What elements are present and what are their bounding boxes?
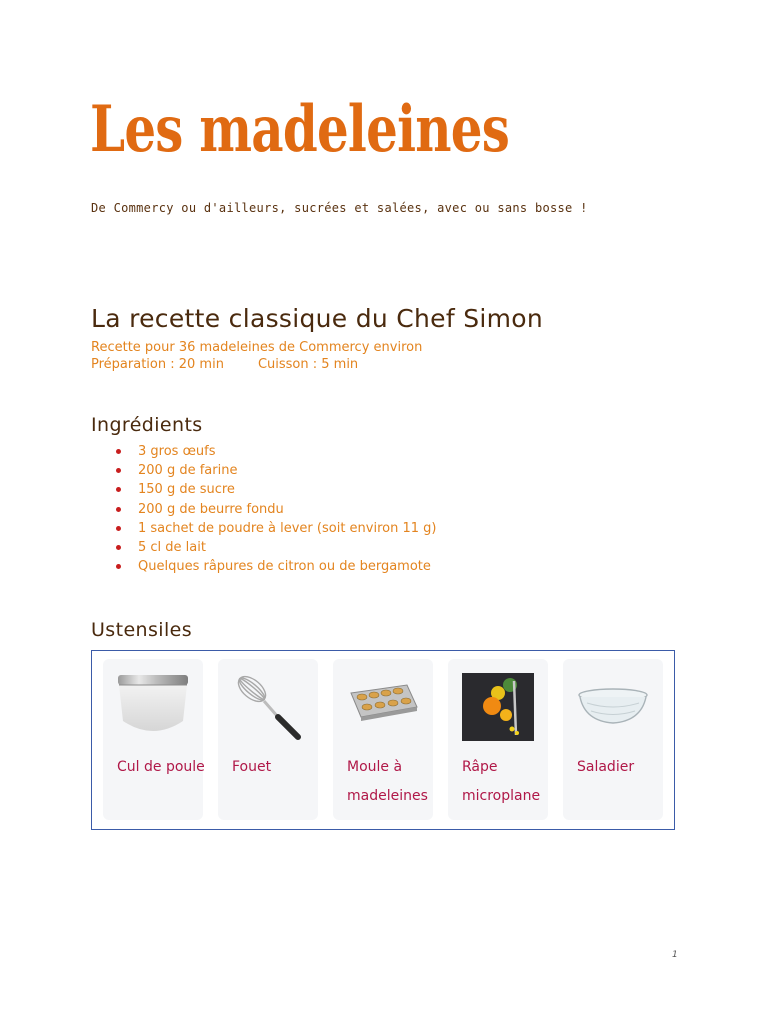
tool-label: Moule à madeleines — [347, 759, 428, 804]
ingredient-item: 1 sachet de poudre à lever (soit environ 11 g) — [116, 519, 436, 538]
tool-label: Cul de poule — [117, 759, 205, 775]
whisk-icon — [232, 673, 304, 741]
mixing-bowl-steel-icon — [117, 673, 189, 741]
tool-card-fouet[interactable] — [218, 659, 318, 820]
ingredients-heading: Ingrédients — [91, 414, 203, 436]
tool-card-saladier[interactable] — [563, 659, 663, 820]
ingredient-item: Quelques râpures de citron ou de bergamote — [116, 557, 436, 576]
recipe-heading: La recette classique du Chef Simon — [91, 304, 544, 333]
page-number: 1 — [672, 950, 678, 960]
tool-card-rape[interactable] — [448, 659, 548, 820]
tool-label: Fouet — [232, 759, 272, 775]
prep-time: Préparation : 20 min — [91, 357, 224, 372]
madeleine-mold-icon — [347, 673, 419, 741]
ingredient-item: 3 gros œufs — [116, 442, 436, 461]
ingredient-item: 200 g de farine — [116, 461, 436, 480]
glass-bowl-icon — [577, 673, 649, 741]
cook-time: Cuisson : 5 min — [257, 357, 359, 372]
tools-heading: Ustensiles — [91, 619, 193, 641]
ingredient-item: 150 g de sucre — [116, 480, 436, 499]
tools-panel — [91, 650, 675, 830]
microplane-grater-icon — [462, 673, 534, 741]
ingredient-item: 200 g de beurre fondu — [116, 500, 436, 519]
ingredient-item: 5 cl de lait — [116, 538, 436, 557]
ingredients-list — [116, 442, 436, 576]
tool-card-cul-de-poule[interactable] — [103, 659, 203, 820]
recipe-times — [91, 357, 358, 372]
page-title: Les madeleines — [90, 92, 510, 167]
tool-card-moule[interactable] — [333, 659, 433, 820]
tool-label: Râpe microplane — [462, 759, 541, 804]
tool-label: Saladier — [577, 759, 635, 775]
subtitle: De Commercy ou d'ailleurs, sucrées et salées, avec ou sans bosse ! — [91, 201, 588, 215]
recipe-yield: Recette pour 36 madeleines de Commercy environ — [91, 340, 423, 355]
